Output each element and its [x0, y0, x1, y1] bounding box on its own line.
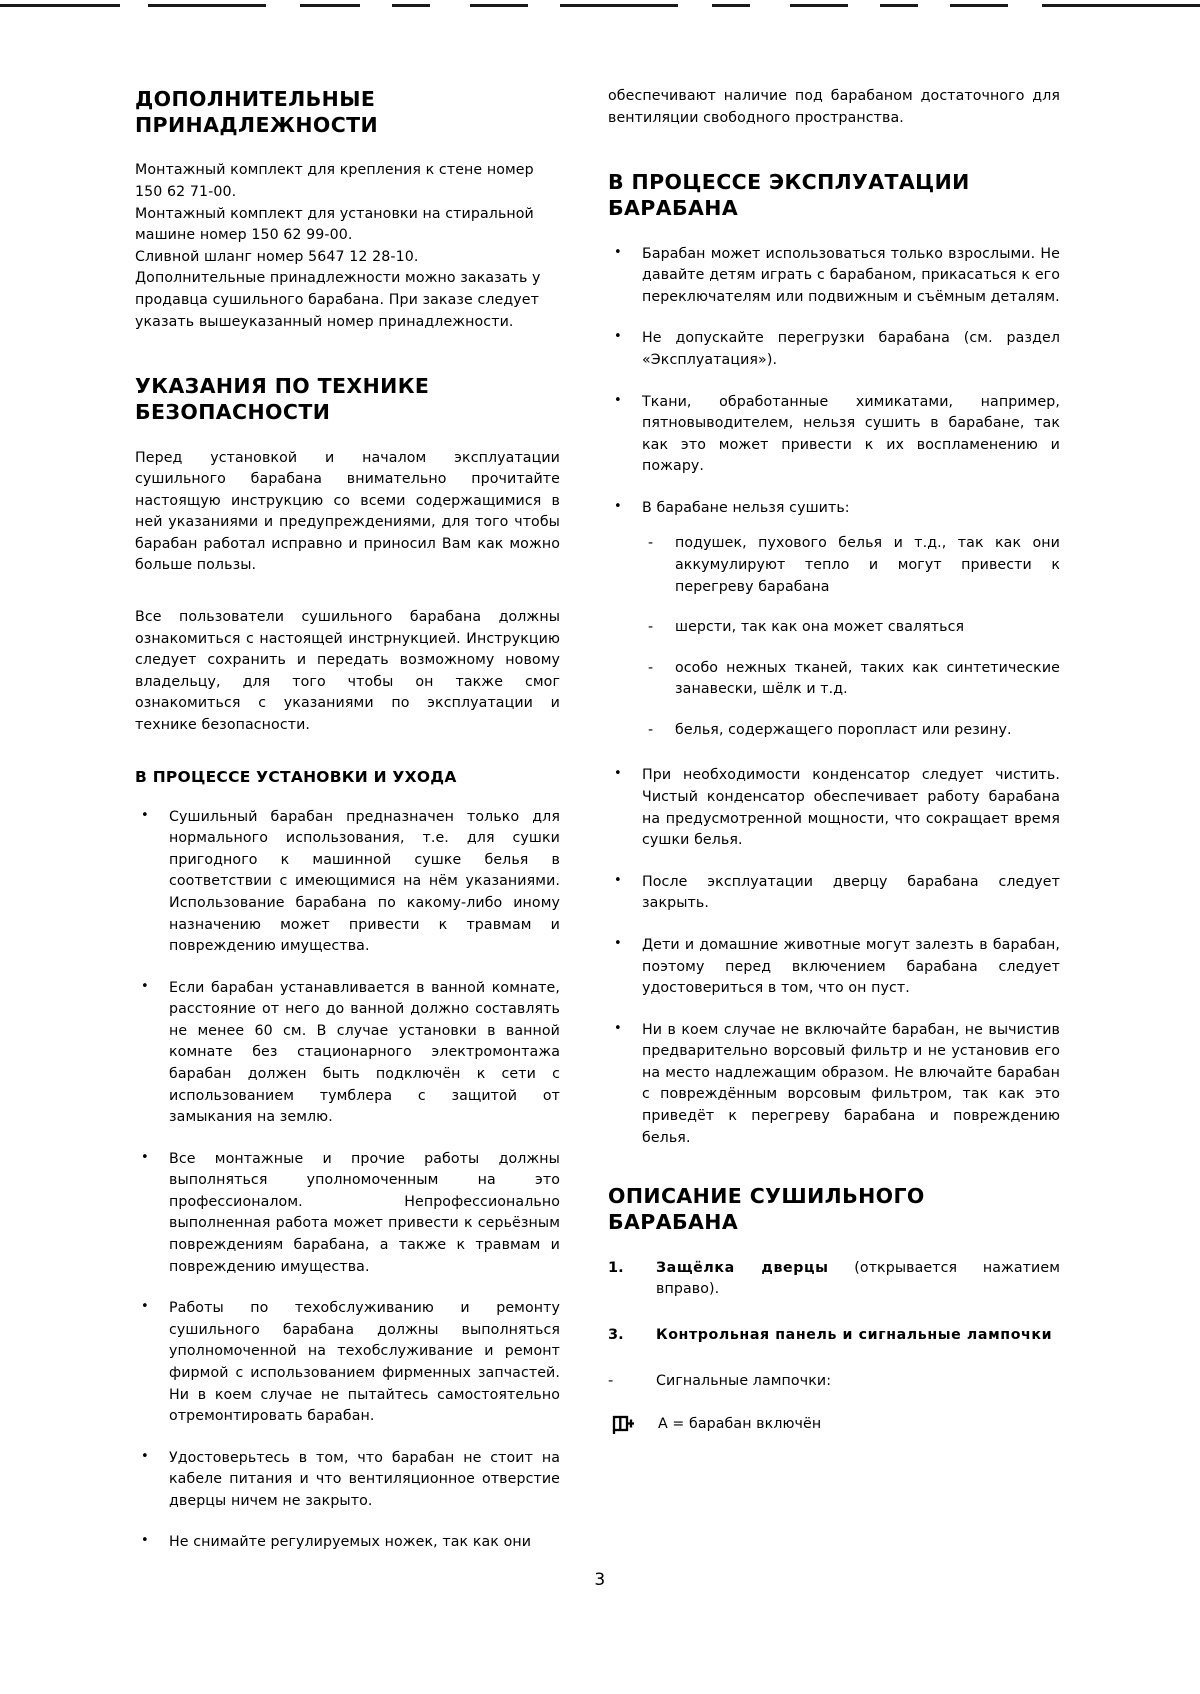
list-item: • Если барабан устанавливается в ванной комнате, расстояние от него до ванной должно составлять не менее 60 см. В случае установки в ванной комнате без стационарного электромонтажа барабан должен быть подключён к сети с использованием тумблера с защитой от замыкания на землю. [135, 978, 560, 1129]
sub-list-item: - подушек, пухового белья и т.д., так как они аккумулируют тепло и могут привести к перегреву барабана [642, 533, 1060, 598]
section-heading-safety: УКАЗАНИЯ ПО ТЕХНИКЕ БЕЗОПАСНОСТИ [135, 374, 430, 425]
indicator-lamps-subitem [608, 1371, 1060, 1393]
spacer [135, 753, 560, 767]
sub-list-item: - особо нежных тканей, таких как синтетические занавески, шёлк и т.д. [642, 658, 1060, 701]
operation-bullet-list [608, 244, 1060, 742]
item-number: 3. [608, 1326, 624, 1343]
list-item: • Все монтажные и прочие работы должны выполняться уполномоченным на это профессионалом. Непрофессионально выполненная работа может привести к серьёзным повреждениям барабана, а также к травмам и повреждению имущества. [135, 1149, 560, 1278]
section-heading-description: ОПИСАНИЕ СУШИЛЬНОГО БАРАБАНА [608, 1184, 925, 1235]
section-heading-accessories: ДОПОЛНИТЕЛЬНЫЕ ПРИНАДЛЕЖНОСТИ [135, 87, 379, 138]
item-bold-label: Контрольная панель и сигнальные лампочки [656, 1326, 1053, 1343]
power-lamp-label: А = барабан включён [658, 1415, 822, 1432]
spacer [608, 145, 1060, 169]
page-number: 3 [594, 1570, 606, 1590]
item-text [656, 1258, 1060, 1301]
subsection-heading-installation: В ПРОЦЕССЕ УСТАНОВКИ И УХОДА [135, 767, 457, 786]
spacer [608, 1149, 1060, 1183]
list-item: • Ни в коем случае не включайте барабан, не вычистив предварительно ворсовый фильтр и не установив его на место надлежащим образом. Не влючайте барабан с повреждённым ворсовым фильтром, так как это приведёт к перегреву барабана и повреждению белья. [608, 1020, 1060, 1149]
accessories-paragraph-3: Сливной шланг номер 5647 12 28-10. [135, 248, 419, 265]
accessories-paragraph-1: Монтажный комплект для крепления к стене номер 150 62 71-00. [135, 162, 534, 201]
list-item-nodry-intro [608, 498, 1060, 742]
list-item: • Дети и домашние животные могут залезть в барабан, поэтому перед включением барабана следует удостовериться в том, что он пуст. [608, 935, 1060, 1000]
description-item-3 [608, 1325, 1060, 1347]
continuation-paragraph: обеспечивают наличие под барабаном достаточного для вентиляции свободного пространства. [608, 88, 1060, 126]
sub-list-item: - шерсти, так как она может сваляться [642, 617, 1060, 639]
list-item: • Не допускайте перегрузки барабана (см. раздел «Эксплуатация»). [608, 328, 1060, 371]
item-rest-text: (открывается нажатием вправо). [656, 1259, 1060, 1298]
accessories-paragraph-4: Дополнительные принадлежности можно заказать у продавца сушильного барабана. При заказе следует указать вышеуказанный номер принадлежности. [135, 270, 541, 330]
item-text [656, 1325, 1060, 1347]
power-lamp-row [608, 1412, 1060, 1436]
list-item: • Работы по техобслуживанию и ремонту сушильного барабана должны выполняться уполномоченной на техобслуживание и ремонт фирмой с использованием фирменных запчастей. Ни в коем случае не пытайтесь самостоятельно отремонтировать барабан. [135, 1298, 560, 1427]
list-item: • Не снимайте регулируемых ножек, так как они [135, 1532, 560, 1554]
item-bold-label: Защёлка дверцы [656, 1259, 829, 1276]
item-number: 1. [608, 1259, 624, 1276]
operation-bullet-list-continued [608, 765, 1060, 1149]
sub-list-item: - белья, содержащего поропласт или резину. [642, 720, 1060, 742]
dash-marker: - [608, 1372, 614, 1389]
list-item: • Удостоверьтесь в том, что барабан не стоит на кабеле питания и что вентиляционное отверстие дверцы ничем не закрыто. [135, 1448, 560, 1513]
description-item-1 [608, 1258, 1060, 1301]
dash-text: Сигнальные лампочки: [656, 1372, 832, 1389]
spacer [135, 349, 560, 373]
list-item: • Барабан может использоваться только взрослыми. Не давайте детям играть с барабаном, прикасаться к его переключателям или подвижным и съёмным деталям. [608, 244, 1060, 309]
accessories-paragraph-2: Монтажный комплект для установки на стиральной машине номер 150 62 99-00. [135, 205, 534, 244]
nodry-sublist [642, 533, 1060, 741]
drum-power-indicator-icon [608, 1412, 658, 1436]
section-heading-operation: В ПРОЦЕССЕ ЭКСПЛУАТАЦИИ БАРАБАНА [608, 170, 970, 221]
list-item: • При необходимости конденсатор следует чистить. Чистый конденсатор обеспечивает работу барабана на предусмотренной мощности, что сокращает время сушки белья. [608, 765, 1060, 851]
spacer [608, 741, 1060, 765]
spacer [135, 593, 560, 607]
safety-paragraph-1: Перед установкой и началом эксплуатации сушильного барабана внимательно прочитайте настоящую инструкцию со всеми содержащимися в ней указаниями и предупреждениями, для того чтобы барабан работал исправно и приносил Вам как можно больше пользы. [135, 449, 560, 574]
right-column [608, 86, 1060, 1554]
installation-bullet-list [135, 807, 560, 1554]
list-item: • После эксплуатации дверцу барабана следует закрыть. [608, 872, 1060, 915]
list-item: • Сушильный барабан предназначен только для нормального использования, т.е. для сушки пригодного к машинной сушке белья в соответствии с имеющимися на нём указаниями. Использование барабана по какому-либо иному назначению может привести к травмам и повреждению имущества. [135, 807, 560, 958]
list-item: • Ткани, обработанные химикатами, например, пятновыводителем, нельзя сушить в барабане, так как это может привести к их воспламенению и пожару. [608, 392, 1060, 478]
left-column [135, 86, 560, 1554]
safety-paragraph-2: Все пользователи сушильного барабана должны ознакомиться с настоящей инстрнукцией. Инструкцию следует сохранить и передать возможному новому владельцу, для того чтобы он также смог ознакомиться с указаниями по эксплуатации и технике безопасности. [135, 609, 560, 733]
two-column-layout [135, 86, 1060, 1554]
nodry-intro-text: В барабане нельзя сушить: [642, 499, 850, 516]
